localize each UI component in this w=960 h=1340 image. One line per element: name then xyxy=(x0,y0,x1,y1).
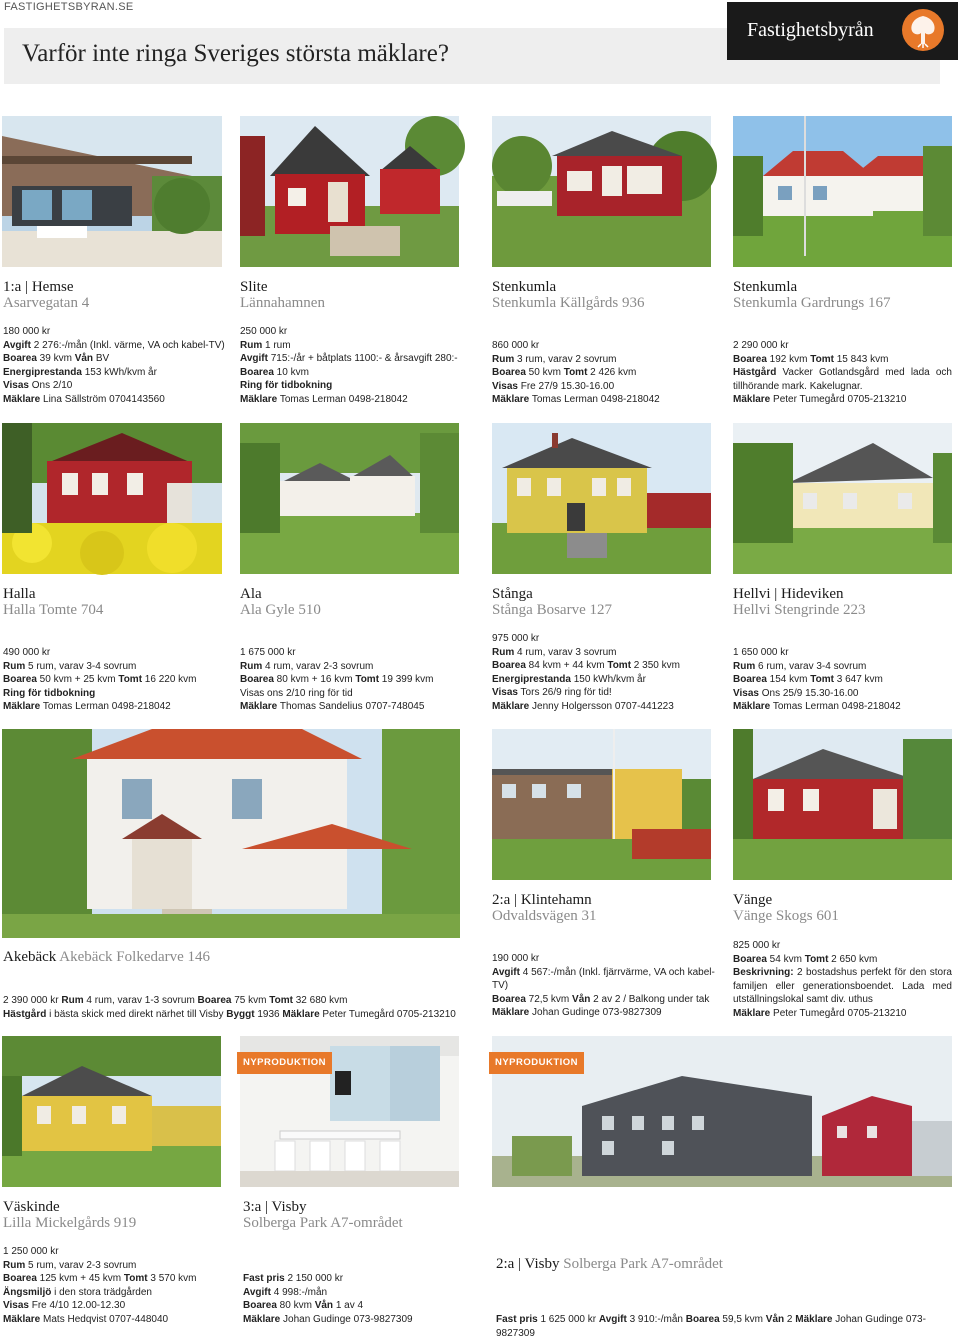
listing-photo[interactable] xyxy=(733,423,952,574)
nyproduktion-badge: NYPRODUKTION xyxy=(237,1052,332,1074)
listing-details: 1 250 000 kr Rum 5 rum, varav 2-3 sovrum Boarea 125 kvm + 45 kvm Tomt 3 570 kvm Ängsmiljö i den stora trädgården Visas Fre 4/10 12.00-12.30 Mäklare Mats Hedqvist 0707-448040 xyxy=(3,1246,197,1325)
listing-address: Hellvi Stengrinde 223 xyxy=(733,602,866,618)
listing-title: 3:a | Visby xyxy=(243,1199,307,1215)
listing-photo[interactable] xyxy=(2,1036,221,1187)
listing-details: 190 000 kr Avgift 4 567:-/mån (Inkl. fjärrvärme, VA och kabel-TV) Boarea 72,5 kvm Vån 2 av 2 / Balkong under tak Mäklare Johan Gudinge 073-9827309 xyxy=(492,953,715,1019)
listing-details: 2 290 000 kr Boarea 192 kvm Tomt 15 843 kvm Hästgård Vacker Gotlandsgård med lada och tillhörande mark. Kakelugnar. Mäklare Peter Tumegård 0705-213210 xyxy=(733,340,952,406)
listing-details: 975 000 kr Rum 4 rum, varav 3 sovrum Boarea 84 kvm + 44 kvm Tomt 2 350 kvm Energiprestanda 150 kWh/kvm år Visas Tors 26/9 ring för tid! Mäklare Jenny Holgersson 0707-441223 xyxy=(492,633,680,712)
listing-photo[interactable] xyxy=(240,423,459,574)
listing-details: Fast pris 1 625 000 kr Avgift 3 910:-/mån Boarea 59,5 kvm Vån 2 Mäklare Johan Gudinge 073-9827309 xyxy=(496,1314,926,1339)
listing-details: Fast pris 2 150 000 kr Avgift 4 998:-/mån Boarea 80 kvm Vån 1 av 4 Mäklare Johan Gudinge 073-9827309 xyxy=(243,1273,413,1325)
listing-address: Akebäck Folkedarve 146 xyxy=(59,949,211,965)
listing-photo[interactable] xyxy=(2,423,222,574)
logo[interactable] xyxy=(727,2,958,60)
listing-address: Odvaldsvägen 31 xyxy=(492,908,597,924)
listing-details: 1 675 000 kr Rum 4 rum, varav 2-3 sovrum Boarea 80 kvm + 16 kvm Tomt 19 399 kvm Visas ons 2/10 ring för tid Mäklare Thomas Sandelius 0707-748045 xyxy=(240,647,434,713)
listing-details: 825 000 kr Boarea 54 kvm Tomt 2 650 kvm Beskrivning: 2 bostadshus perfekt för den stora familjen eller generationsboendet. Lada med utställningslokal samt div. uthus Mäklare Peter Tumegård 0705-213210 xyxy=(733,940,952,1019)
listing-address: Ala Gyle 510 xyxy=(240,602,321,618)
tree-logo-icon xyxy=(901,8,945,52)
listing-title: Akebäck Akebäck Folkedarve 146 xyxy=(3,949,211,965)
listing-details: 250 000 kr Rum 1 rum Avgift 715:-/år + båtplats 1100:- & årsavgift 280:- Boarea 10 kvm Ring för tidbokning Mäklare Tomas Lerman 0498-218042 xyxy=(240,326,458,405)
listing-address: Solberga Park A7-området xyxy=(563,1256,723,1272)
listing-photo[interactable] xyxy=(2,729,460,938)
listing-address: Stenkumla Gardrungs 167 xyxy=(733,295,891,311)
listing-title: Stenkumla xyxy=(492,279,557,295)
listing-title: Slite xyxy=(240,279,268,295)
banner-title: Varför inte ringa Sveriges största mäklare? xyxy=(22,40,449,67)
listing-address: Stenkumla Källgårds 936 xyxy=(492,295,645,311)
listing-title: Stånga xyxy=(492,586,533,602)
listing-details: 490 000 kr Rum 5 rum, varav 3-4 sovrum Boarea 50 kvm + 25 kvm Tomt 16 220 kvm Ring för tidbokning Mäklare Tomas Lerman 0498-218042 xyxy=(3,647,197,713)
listing-details: 860 000 kr Rum 3 rum, varav 2 sovrum Boarea 50 kvm Tomt 2 426 kvm Visas Fre 27/9 15.30-16.00 Mäklare Tomas Lerman 0498-218042 xyxy=(492,340,660,406)
listing-title: 2:a | Visby Solberga Park A7-området xyxy=(496,1256,723,1272)
listing-title: 1:a | Hemse xyxy=(3,279,74,295)
site-url[interactable]: FASTIGHETSBYRAN.SE xyxy=(4,1,134,13)
listing-details: 180 000 kr Avgift 2 276:-/mån (Inkl. värme, VA och kabel-TV) Boarea 39 kvm Vån BV Energiprestanda 153 kWh/kvm år Visas Ons 2/10 Mäklare Lina Sällström 0704143560 xyxy=(3,326,225,405)
listing-details: 2 390 000 kr Rum 4 rum, varav 1-3 sovrum Boarea 75 kvm Tomt 32 680 kvm Hästgård i bästa skick med direkt närhet till Visby Byggt 1936 Mäklare Peter Tumegård 0705-213210 xyxy=(3,995,456,1020)
listing-photo[interactable] xyxy=(733,729,952,880)
nyproduktion-badge: NYPRODUKTION xyxy=(489,1052,584,1074)
listing-address: Stånga Bosarve 127 xyxy=(492,602,612,618)
listing-title: Vänge xyxy=(733,892,773,908)
listing-address: Lilla Mickelgårds 919 xyxy=(3,1215,137,1231)
listing-photo[interactable] xyxy=(492,423,711,574)
logo-text: Fastighetsbyrån xyxy=(747,19,874,41)
listing-title: Ala xyxy=(240,586,262,602)
listing-title: Stenkumla xyxy=(733,279,798,295)
listing-title: 2:a | Klintehamn xyxy=(492,892,592,908)
listing-details: 1 650 000 kr Rum 6 rum, varav 3-4 sovrum Boarea 154 kvm Tomt 3 647 kvm Visas Ons 25/9 15.30-16.00 Mäklare Tomas Lerman 0498-218042 xyxy=(733,647,901,713)
listing-photo[interactable] xyxy=(733,116,952,267)
listing-title: Halla xyxy=(3,586,36,602)
listing-address: Asarvegatan 4 xyxy=(3,295,90,311)
listing-photo[interactable] xyxy=(492,116,711,267)
listing-address: Solberga Park A7-området xyxy=(243,1215,403,1231)
listing-photo[interactable] xyxy=(2,116,222,267)
listing-address: Lännahamnen xyxy=(240,295,325,311)
listing-title: Väskinde xyxy=(3,1199,60,1215)
listing-address: Halla Tomte 704 xyxy=(3,602,104,618)
listing-photo[interactable] xyxy=(492,729,711,880)
listing-title: Hellvi | Hideviken xyxy=(733,586,844,602)
listing-photo[interactable] xyxy=(240,116,459,267)
listing-address: Vänge Skogs 601 xyxy=(733,908,839,924)
